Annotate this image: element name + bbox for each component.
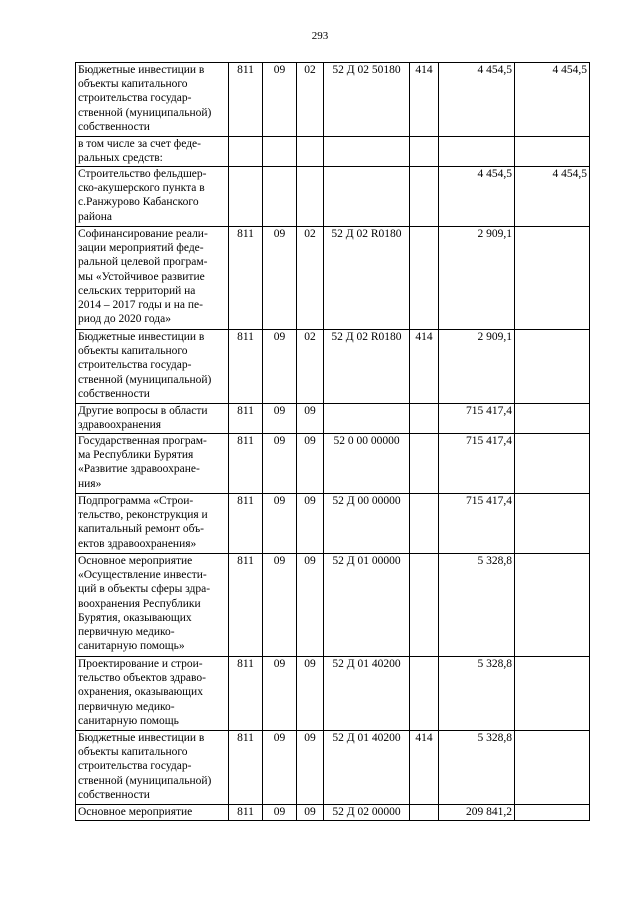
cell-sum-2 [515, 227, 590, 330]
cell-sum-1: 5 328,8 [439, 554, 515, 657]
cell-ved [229, 167, 263, 227]
table-row [76, 330, 590, 404]
cell-ved: 811 [229, 554, 263, 657]
cell-name-line: Проектирование и строи- [78, 658, 203, 670]
cell-vr [410, 494, 439, 554]
cell-name-line: строительства государ- [78, 760, 192, 773]
cell-ved: 811 [229, 657, 263, 731]
cell-sum-1: 209 841,2 [439, 805, 515, 821]
cell-name-line: санитарную помощь» [78, 640, 185, 653]
cell-name [76, 227, 229, 330]
cell-name-line: риод до 2020 года» [78, 313, 171, 326]
cell-sum-2: 4 454,5 [515, 63, 590, 137]
cell-rz: 09 [263, 63, 297, 137]
cell-name-line: «Развитие здравоохране- [78, 463, 200, 476]
cell-name [76, 554, 229, 657]
cell-name-line: воохранения Республики [78, 597, 201, 610]
cell-name-line: Бюджетные инвестиции в [78, 732, 205, 744]
cell-name-line: 2014 – 2017 годы и на пе- [78, 299, 203, 312]
cell-pr: 09 [297, 434, 324, 494]
cell-csr: 52 Д 01 00000 [324, 554, 410, 657]
cell-sum-2: 4 454,5 [515, 167, 590, 227]
cell-name-line: объекты капитального [78, 746, 188, 759]
table-row [76, 494, 590, 554]
cell-name [76, 657, 229, 731]
cell-ved: 811 [229, 434, 263, 494]
cell-name-line: Другие вопросы в области [78, 405, 208, 417]
cell-vr: 414 [410, 731, 439, 805]
cell-name-line: собственности [78, 120, 150, 133]
cell-pr [297, 137, 324, 167]
cell-rz [263, 167, 297, 227]
cell-sum-2 [515, 657, 590, 731]
cell-name-line: первичную медико- [78, 626, 175, 639]
cell-sum-2 [515, 404, 590, 434]
cell-name [76, 494, 229, 554]
cell-ved: 811 [229, 330, 263, 404]
cell-name [76, 63, 229, 137]
cell-name-line: района [78, 210, 113, 223]
cell-name-line: Бюджетные инвестиции в [78, 64, 205, 76]
cell-name-line: ральной целевой програм- [78, 256, 208, 269]
cell-name-line: ственной (муниципальной) [78, 106, 212, 119]
cell-name-line: собственности [78, 788, 150, 801]
cell-pr: 09 [297, 404, 324, 434]
cell-ved: 811 [229, 63, 263, 137]
cell-name [76, 330, 229, 404]
cell-rz: 09 [263, 494, 297, 554]
cell-pr: 02 [297, 330, 324, 404]
cell-name [76, 137, 229, 167]
cell-name-line: ральных средств: [78, 152, 163, 165]
cell-name [76, 404, 229, 434]
cell-sum-1: 715 417,4 [439, 404, 515, 434]
cell-sum-1: 2 909,1 [439, 227, 515, 330]
cell-name-line: ско-акушерского пункта в [78, 182, 205, 195]
cell-name-line: сельских территорий на [78, 284, 196, 297]
cell-name-line: собственности [78, 387, 150, 400]
cell-sum-2 [515, 434, 590, 494]
cell-name-line: ма Республики Бурятия [78, 449, 194, 462]
cell-name-line: ния» [78, 477, 102, 490]
cell-name-line: ций в объекты сферы здра- [78, 583, 211, 596]
cell-name-line: первичную медико- [78, 700, 175, 713]
cell-sum-1: 2 909,1 [439, 330, 515, 404]
cell-vr: 414 [410, 330, 439, 404]
table-row [76, 137, 590, 167]
cell-vr [410, 137, 439, 167]
table-row [76, 227, 590, 330]
cell-rz: 09 [263, 330, 297, 404]
cell-name-line: ственной (муниципальной) [78, 774, 212, 787]
cell-pr [297, 167, 324, 227]
cell-name-line: ственной (муниципальной) [78, 373, 212, 386]
cell-ved [229, 137, 263, 167]
cell-name-line: тельство объектов здраво- [78, 672, 206, 685]
cell-sum-2 [515, 494, 590, 554]
cell-rz: 09 [263, 554, 297, 657]
cell-pr: 02 [297, 63, 324, 137]
cell-name-line: Бурятия, оказывающих [78, 611, 192, 624]
cell-pr: 09 [297, 805, 324, 821]
cell-vr [410, 657, 439, 731]
cell-sum-1: 715 417,4 [439, 434, 515, 494]
cell-name-line: с.Ранжурово Кабанского [78, 196, 199, 209]
cell-pr: 09 [297, 554, 324, 657]
cell-rz: 09 [263, 404, 297, 434]
cell-name-line: объекты капитального [78, 78, 188, 91]
cell-csr: 52 Д 02 R0180 [324, 330, 410, 404]
cell-sum-2 [515, 330, 590, 404]
cell-pr: 09 [297, 731, 324, 805]
cell-vr [410, 434, 439, 494]
cell-sum-1: 4 454,5 [439, 63, 515, 137]
cell-sum-1: 4 454,5 [439, 167, 515, 227]
cell-name-line: Бюджетные инвестиции в [78, 331, 205, 343]
cell-ved: 811 [229, 227, 263, 330]
table-row [76, 554, 590, 657]
cell-csr: 52 Д 02 R0180 [324, 227, 410, 330]
cell-name-line: Строительство фельдшер- [78, 168, 207, 180]
table-row [76, 657, 590, 731]
cell-name-line: Государственная програм- [78, 435, 207, 447]
cell-name [76, 805, 229, 821]
cell-name [76, 731, 229, 805]
cell-pr: 09 [297, 657, 324, 731]
cell-name-line: объекты капитального [78, 345, 188, 358]
cell-sum-2 [515, 554, 590, 657]
cell-name-line: в том числе за счет феде- [78, 138, 201, 150]
cell-rz: 09 [263, 805, 297, 821]
table-row [76, 167, 590, 227]
cell-rz: 09 [263, 731, 297, 805]
cell-name-line: Софинансирование реали- [78, 228, 208, 240]
cell-name-line: ектов здравоохранения» [78, 537, 197, 550]
cell-rz: 09 [263, 434, 297, 494]
cell-ved: 811 [229, 404, 263, 434]
cell-ved: 811 [229, 494, 263, 554]
cell-name-line: Основное мероприятие [78, 806, 193, 818]
cell-vr [410, 404, 439, 434]
cell-name-line: Основное мероприятие [78, 555, 193, 567]
cell-name [76, 434, 229, 494]
cell-name-line: «Осуществление инвести- [78, 569, 207, 582]
cell-csr: 52 Д 01 40200 [324, 731, 410, 805]
cell-ved: 811 [229, 731, 263, 805]
cell-rz: 09 [263, 227, 297, 330]
cell-sum-1: 5 328,8 [439, 657, 515, 731]
cell-vr [410, 805, 439, 821]
cell-name-line: здравоохранения [78, 419, 162, 432]
cell-vr [410, 227, 439, 330]
cell-name-line: тельство, реконструкция и [78, 509, 208, 522]
cell-csr: 52 Д 00 00000 [324, 494, 410, 554]
cell-rz: 09 [263, 657, 297, 731]
cell-vr [410, 167, 439, 227]
cell-ved: 811 [229, 805, 263, 821]
cell-sum-1: 715 417,4 [439, 494, 515, 554]
cell-csr: 52 Д 01 40200 [324, 657, 410, 731]
cell-name-line: строительства государ- [78, 92, 192, 105]
cell-sum-2 [515, 805, 590, 821]
cell-csr [324, 137, 410, 167]
table-row [76, 63, 590, 137]
cell-name-line: зации мероприятий феде- [78, 242, 204, 255]
cell-name-line: строительства государ- [78, 359, 192, 372]
cell-name-line: санитарную помощь [78, 714, 179, 727]
cell-name-line: охранения, оказывающих [78, 686, 203, 699]
cell-csr: 52 0 00 00000 [324, 434, 410, 494]
cell-name-line: мы «Устойчивое развитие [78, 270, 205, 283]
cell-vr [410, 554, 439, 657]
cell-csr: 52 Д 02 00000 [324, 805, 410, 821]
cell-name [76, 167, 229, 227]
table-row [76, 805, 590, 821]
cell-pr: 02 [297, 227, 324, 330]
cell-csr: 52 Д 02 50180 [324, 63, 410, 137]
page-number: 293 [311, 30, 329, 42]
cell-vr: 414 [410, 63, 439, 137]
table-row [76, 404, 590, 434]
cell-sum-1 [439, 137, 515, 167]
cell-pr: 09 [297, 494, 324, 554]
table-row [76, 434, 590, 494]
cell-csr [324, 404, 410, 434]
cell-name-line: Подпрограмма «Строи- [78, 495, 194, 507]
cell-sum-1: 5 328,8 [439, 731, 515, 805]
table-row [76, 731, 590, 805]
cell-sum-2 [515, 137, 590, 167]
cell-sum-2 [515, 731, 590, 805]
budget-table [75, 62, 590, 821]
cell-csr [324, 167, 410, 227]
cell-rz [263, 137, 297, 167]
cell-name-line: капитальный ремонт объ- [78, 523, 204, 536]
